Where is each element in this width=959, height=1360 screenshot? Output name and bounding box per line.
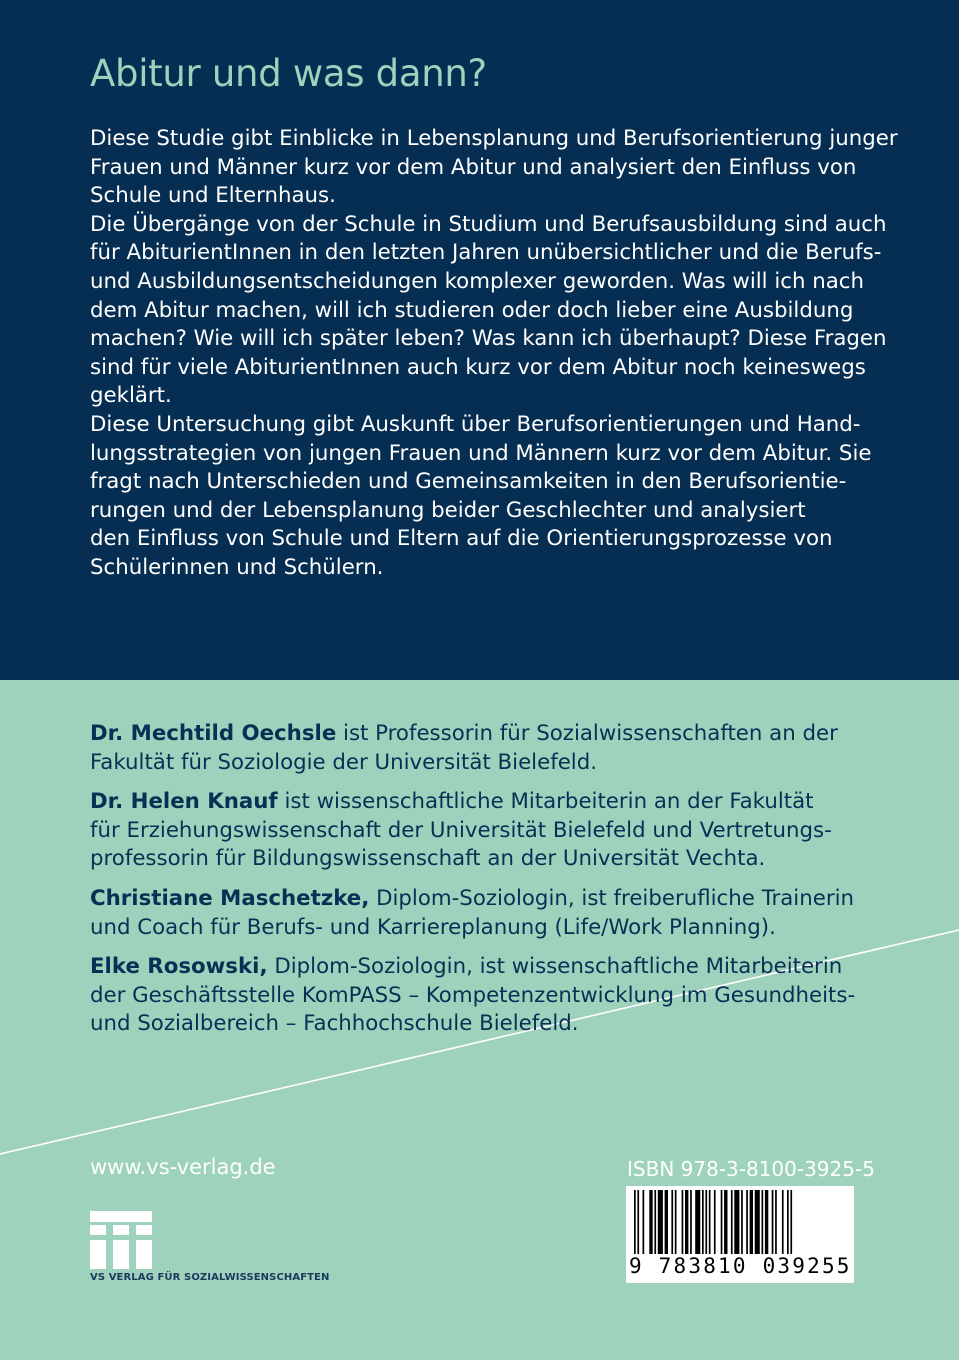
blurb-line: lungsstrategien von jungen Frauen und Männern kurz vor dem Abitur. Sie [90, 440, 872, 466]
barcode-bar [787, 1190, 789, 1254]
author-bio [90, 953, 870, 1039]
author-name: Elke Rosowski, [90, 954, 268, 980]
bio-first-line [90, 885, 870, 914]
blurb-line: den Einfluss von Schule und Eltern auf die Orientierungsprozesse von [90, 526, 833, 552]
barcode-bar [682, 1190, 684, 1254]
barcode-bar [675, 1190, 677, 1254]
barcode-digits: 9 783810 039255 [629, 1254, 852, 1278]
blurb-line: rungen und der Lebensplanung beider Geschlechter und analysiert [90, 497, 806, 523]
barcode-bar [724, 1190, 727, 1254]
bio-first-line [90, 788, 870, 817]
blurb-line: Frauen und Männer kurz vor dem Abitur und analysiert den Einfluss von [90, 154, 857, 180]
barcode-bar [649, 1190, 652, 1254]
publisher-url[interactable]: www.vs-verlag.de [90, 1155, 276, 1179]
author-name: Dr. Mechtild Oechsle [90, 721, 337, 746]
barcode-bar [658, 1190, 663, 1254]
author-bio [90, 720, 870, 777]
barcode-bar [790, 1190, 792, 1254]
blurb-line: Diese Studie gibt Einblicke in Lebensplanung und Berufsorientierung junger [90, 126, 898, 151]
barcode-bar [734, 1190, 739, 1254]
barcode-bar [637, 1190, 639, 1254]
publisher-name: VS VERLAG FÜR SOZIALWISSENSCHAFTEN [90, 1272, 330, 1283]
blurb-line: Schülerinnen und Schülern. [90, 554, 384, 580]
bio-line: für Erziehungswissenschaft der Universität Bielefeld und Vertretungs- [90, 817, 832, 843]
blurb-line: Diese Untersuchung gibt Auskunft über Berufsorientierungen und Hand- [90, 411, 861, 437]
blurb-paragraph [90, 211, 887, 411]
barcode-bar [634, 1190, 636, 1254]
blurb-line: Die Übergänge von der Schule in Studium und Berufsausbildung sind auch [90, 211, 887, 237]
barcode-bars [632, 1190, 848, 1254]
barcode-bar [765, 1190, 768, 1254]
blurb-line: machen? Wie will ich später leben? Was kann ich überhaupt? Diese Fragen [90, 326, 887, 352]
barcode-bar [685, 1190, 688, 1254]
blurb-line: Schule und Elternhaus. [90, 183, 336, 209]
blurb-text [90, 125, 898, 583]
barcode-bar [702, 1190, 704, 1254]
bio-line: professorin für Bildungswissenschaft an der Universität Vechta. [90, 846, 766, 872]
barcode-bar [775, 1190, 777, 1254]
barcode-bar [671, 1190, 673, 1254]
barcode-bar [731, 1190, 733, 1254]
isbn-label: ISBN 978-3-8100-3925-5 [627, 1157, 875, 1181]
bio-line: und Sozialbereich – Fachhochschule Bielefeld. [90, 1011, 579, 1037]
author-name: Dr. Helen Knauf [90, 789, 278, 815]
barcode-bar [782, 1190, 784, 1254]
barcode-bar [705, 1190, 707, 1254]
barcode-bar [709, 1190, 711, 1254]
bio-first-line [90, 953, 870, 982]
blurb-line: für AbiturientInnen in den letzten Jahren unübersichtlicher und die Berufs- [90, 240, 882, 266]
bio-text: Diplom-Soziologin, ist wissenschaftliche Mitarbeiterin [267, 954, 843, 980]
blurb-line: dem Abitur machen, will ich studieren oder doch lieber eine Ausbildung [90, 297, 854, 323]
barcode-bar [665, 1190, 668, 1254]
bio-first-line [90, 720, 870, 749]
blurb-paragraph [90, 411, 870, 583]
publisher-logo-icon [90, 1211, 152, 1269]
barcode-bar [721, 1190, 723, 1254]
barcode-bar [755, 1190, 760, 1254]
blurb-line: sind für viele AbiturientInnen auch kurz vor dem Abitur noch keineswegs [90, 354, 866, 380]
barcode-bar [654, 1190, 656, 1254]
blurb-line: fragt nach Unterschieden und Gemeinsamkeiten in den Berufsorientie- [90, 469, 847, 495]
bio-line: der Geschäftsstelle KomPASS – Kompetenzentwicklung im Gesundheits- [90, 982, 856, 1008]
bio-line: und Coach für Berufs- und Karriereplanung (Life/Work Planning). [90, 914, 776, 940]
blurb-line: geklärt. [90, 383, 172, 409]
barcode [626, 1186, 854, 1283]
author-bios [90, 720, 870, 1050]
barcode-bar [714, 1190, 716, 1254]
blurb-line: und Ausbildungsentscheidungen komplexer geworden. Was will ich nach [90, 268, 864, 294]
book-title: Abitur und was dann? [90, 52, 487, 95]
author-bio [90, 885, 870, 942]
bio-line: Fakultät für Soziologie der Universität Bielefeld. [90, 749, 598, 775]
barcode-bar [762, 1190, 764, 1254]
author-name: Christiane Maschetzke, [90, 885, 370, 911]
bio-text: ist Professorin für Sozialwissenschaften an der [336, 721, 838, 746]
bio-text: ist wissenschaftliche Mitarbeiterin an der Fakultät [277, 789, 814, 815]
barcode-bar [695, 1190, 700, 1254]
blurb-paragraph [90, 125, 898, 211]
barcode-bar [750, 1190, 753, 1254]
barcode-bar [690, 1190, 692, 1254]
barcode-bar [746, 1190, 748, 1254]
bio-text: Diplom-Soziologin, ist freiberufliche Trainerin [369, 885, 854, 911]
barcode-bar [643, 1190, 645, 1254]
barcode-bar [772, 1190, 774, 1254]
barcode-bar [741, 1190, 743, 1254]
author-bio [90, 788, 870, 874]
